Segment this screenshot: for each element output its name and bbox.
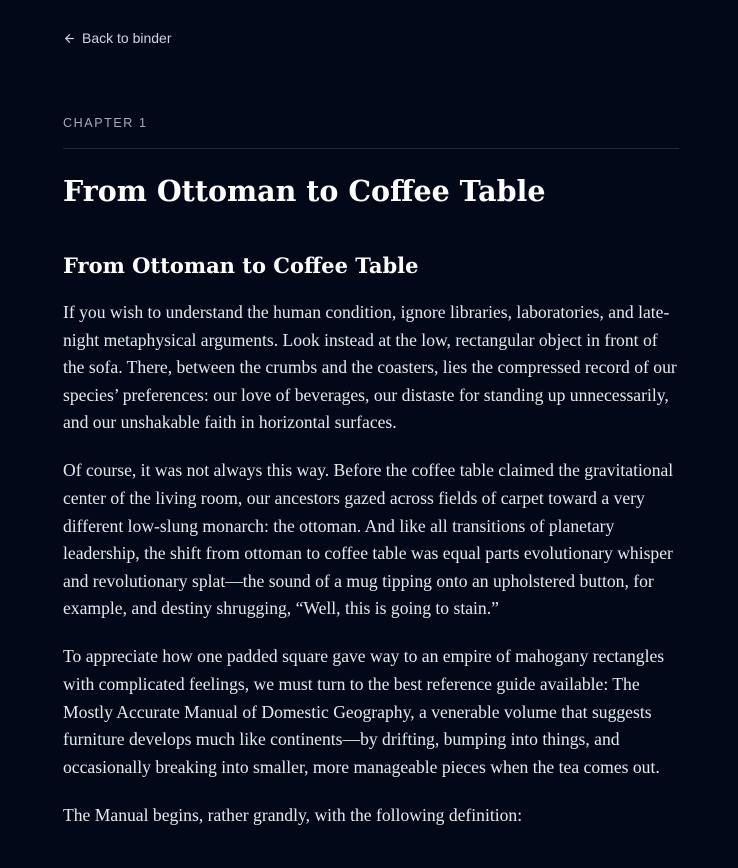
paragraph: To appreciate how one padded square gave way to an empire of mahogany rectangles with complicated feelings, we must turn to the best reference guide available: The Mostly Accurate Manual of Domestic Geography, a venerable volume that suggests furniture develops much like continents—by drifting, bumping into things, and occasionally breaking into smaller, more manageable pieces when the tea comes out. (63, 646, 665, 777)
paragraph: If you wish to understand the human condition, ignore libraries, laboratories, and late-night metaphysical arguments. Look instead at the low, rectangular object in front of the sofa. There, between the crumbs and the coasters, lies the compressed record of our species’ preferences: our love of beverages, our distaste for standing up unnecessarily, and our unshakable faith in horizontal surfaces. (63, 302, 677, 433)
chapter-body (63, 299, 679, 850)
chapter-label: CHAPTER 1 (63, 116, 148, 130)
section-heading: From Ottoman to Coffee Table (63, 253, 419, 278)
back-link-label: Back to binder (82, 30, 172, 46)
divider (63, 148, 679, 149)
paragraph: The Manual begins, rather grandly, with the following definition: (63, 804, 523, 825)
arrow-left-icon (63, 32, 76, 45)
paragraph: Of course, it was not always this way. Before the coffee table claimed the gravitational center of the living room, our ancestors gazed across fields of carpet toward a very different low-slung monarch: the ottoman. And like all transitions of planetary leadership, the shift from ottoman to coffee table was equal parts evolutionary whisper and revolutionary splat—the sound of a mug tipping onto an upholstered button, for example, and destiny shrugging, “Well, this is going to stain.” (63, 460, 674, 619)
back-to-binder-link[interactable] (63, 30, 172, 46)
chapter-title: From Ottoman to Coffee Table (63, 174, 546, 208)
